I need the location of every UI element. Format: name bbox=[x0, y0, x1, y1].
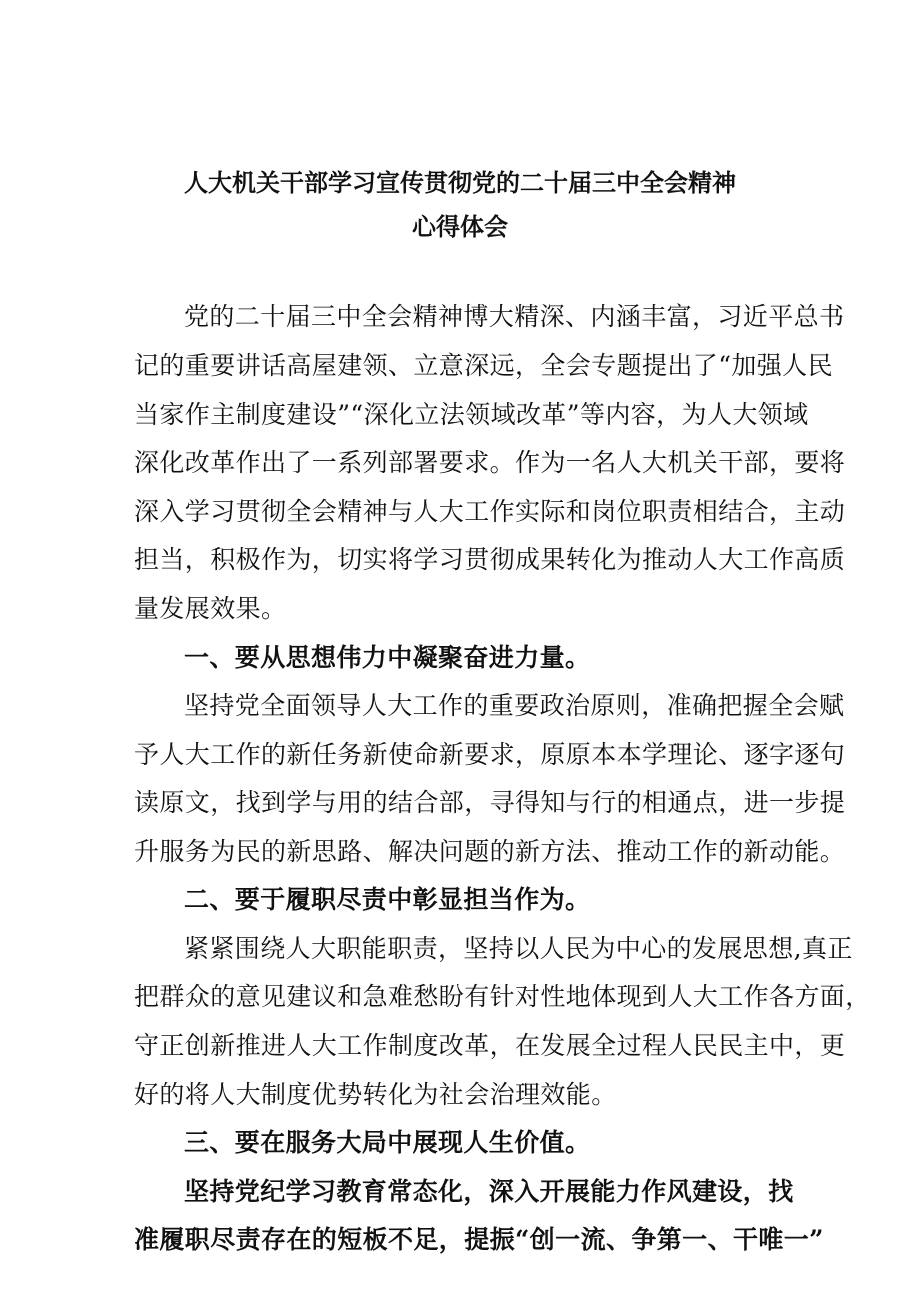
section-1-line: 坚持党全面领导人大工作的重要政治原则，准确把握全会赋 bbox=[184, 691, 845, 720]
intro-line: 记的重要讲话高屋建领、立意深远，全会专题提出了“加强人民 bbox=[134, 351, 833, 380]
section-3-line: 准履职尽责存在的短板不足，提振“创一流、争第一、干唯一” bbox=[134, 1225, 824, 1254]
intro-line: 党的二十届三中全会精神博大精深、内涵丰富，习近平总书 bbox=[184, 302, 845, 331]
intro-line: 担当，积极作为，切实将学习贯彻成果转化为推动人大工作高质 bbox=[134, 545, 846, 574]
document-title-line-1: 人大机关干部学习宣传贯彻党的二十届三中全会精神 bbox=[184, 168, 736, 197]
intro-line: 当家作主制度建设”“深化立法领域改革”等内容，为人大领域 bbox=[134, 400, 809, 429]
section-1-line: 予人大工作的新任务新使命新要求，原原本本学理论、逐字逐句 bbox=[134, 740, 846, 769]
section-2-line: 守正创新推进人大工作制度改革，在发展全过程人民民主中，更 bbox=[134, 1031, 846, 1060]
section-2-line: 把群众的意见建议和急难愁盼有针对性地体现到人大工作各方面， bbox=[134, 982, 871, 1011]
document-title-line-2: 心得体会 bbox=[412, 212, 508, 241]
section-2-heading: 二、要于履职尽责中彰显担当作为。 bbox=[184, 885, 591, 914]
section-2-line: 好的将人大制度优势转化为社会治理效能。 bbox=[134, 1080, 617, 1109]
section-1-line: 读原文，找到学与用的结合部，寻得知与行的相通点，进一步提 bbox=[134, 788, 846, 817]
section-3-heading: 三、要在服务大局中展现人生价值。 bbox=[184, 1128, 591, 1157]
section-1-line: 升服务为民的新思路、解决问题的新方法、推动工作的新动能。 bbox=[134, 837, 846, 866]
intro-line: 深化改革作出了一系列部署要求。作为一名人大机关干部，要将 bbox=[134, 448, 846, 477]
section-2-line: 紧紧围绕人大职能职责，坚持以人民为中心的发展思想,真正 bbox=[184, 934, 853, 963]
section-3-line: 坚持党纪学习教育常态化，深入开展能力作风建设，找 bbox=[184, 1177, 794, 1206]
intro-line: 深入学习贯彻全会精神与人大工作实际和岗位职责相结合，主动 bbox=[134, 497, 846, 526]
section-1-heading: 一、要从思想伟力中凝聚奋进力量。 bbox=[184, 643, 591, 672]
intro-line: 量发展效果。 bbox=[134, 594, 287, 623]
